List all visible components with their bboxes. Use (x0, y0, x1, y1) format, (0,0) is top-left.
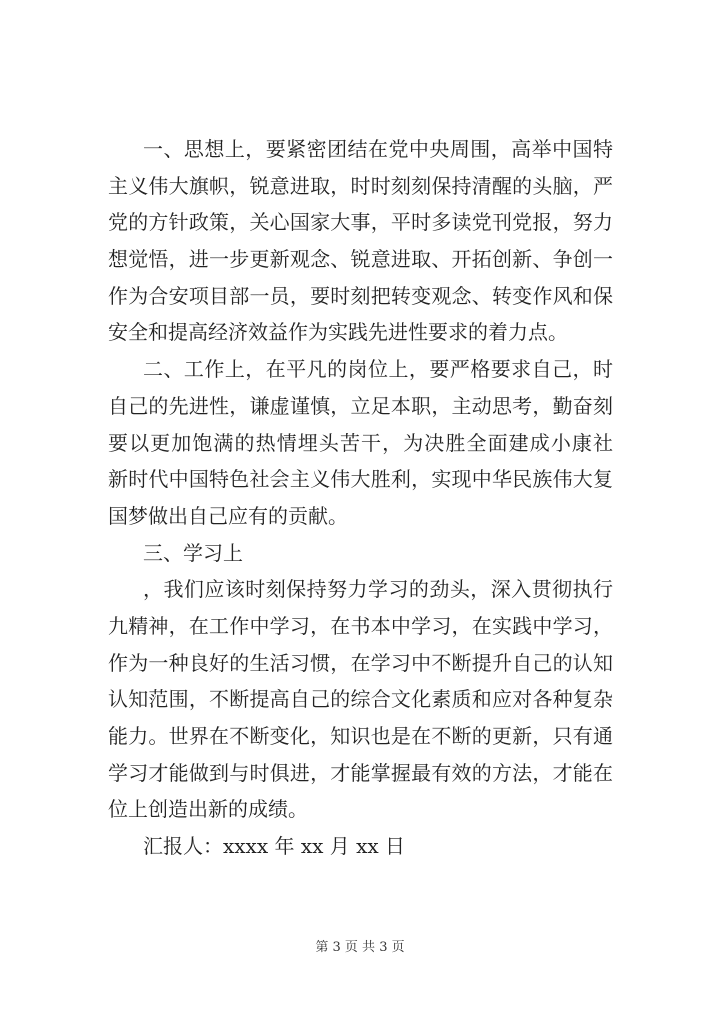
paragraph (108, 571, 613, 828)
text-line: 作为合安项目部一员，要时刻把转变观念、转变作风和保 (108, 283, 613, 308)
text-line: 作为一种良好的生活习惯，在学习中不断提升自己的认知 (108, 650, 613, 675)
paragraph (108, 131, 613, 351)
text-line: ，我们应该时刻保持努力学习的劲头，深入贯彻执行 (143, 577, 613, 602)
paragraph (108, 351, 613, 534)
text-line: 主义伟大旗帜，锐意进取，时时刻刻保持清醒的头脑，严 (108, 173, 613, 198)
text-line: 想觉悟，进一步更新观念、锐意进取、开拓创新、争创一 (108, 247, 613, 272)
text-line: 认知范围，不断提高自己的综合文化素质和应对各种复杂 (108, 687, 613, 712)
document-body (108, 131, 613, 865)
text-line: 学习才能做到与时俱进，才能掌握最有效的方法，才能在 (108, 760, 613, 785)
text-line: 一、思想上，要紧密团结在党中央周围，高举中国特 (143, 137, 613, 161)
paragraph (108, 535, 613, 572)
text-line: 九精神，在工作中学习，在书本中学习，在实践中学习， (108, 613, 613, 638)
text-line: 能力。世界在不断变化，知识也是在不断的更新，只有通 (108, 724, 613, 748)
text-line: 新时代中国特色社会主义伟大胜利，实现中华民族伟大复 (108, 467, 613, 492)
text-line: 党的方针政策，关心国家大事，平时多读党刊党报，努力 (108, 210, 613, 235)
text-line: 位上创造出新的成绩。 (108, 797, 308, 822)
text-line: 国梦做出自己应有的贡献。 (108, 503, 348, 528)
page-number-footer: 第 3 页 共 3 页 (315, 940, 405, 955)
text-line: 汇报人：xxxx 年 xx 月 xx 日 (143, 834, 406, 859)
text-line: 自己的先进性，谦虚谨慎，立足本职，主动思考，勤奋刻 (108, 393, 613, 418)
text-line: 要以更加饱满的热情埋头苦干，为决胜全面建成小康社 (108, 430, 613, 455)
text-line: 三、学习上 (143, 540, 243, 565)
paragraph (108, 828, 613, 865)
text-line: 二、工作上，在平凡的岗位上，要严格要求自己，时 (143, 357, 613, 382)
text-line: 安全和提高经济效益作为实践先进性要求的着力点。 (108, 320, 568, 345)
